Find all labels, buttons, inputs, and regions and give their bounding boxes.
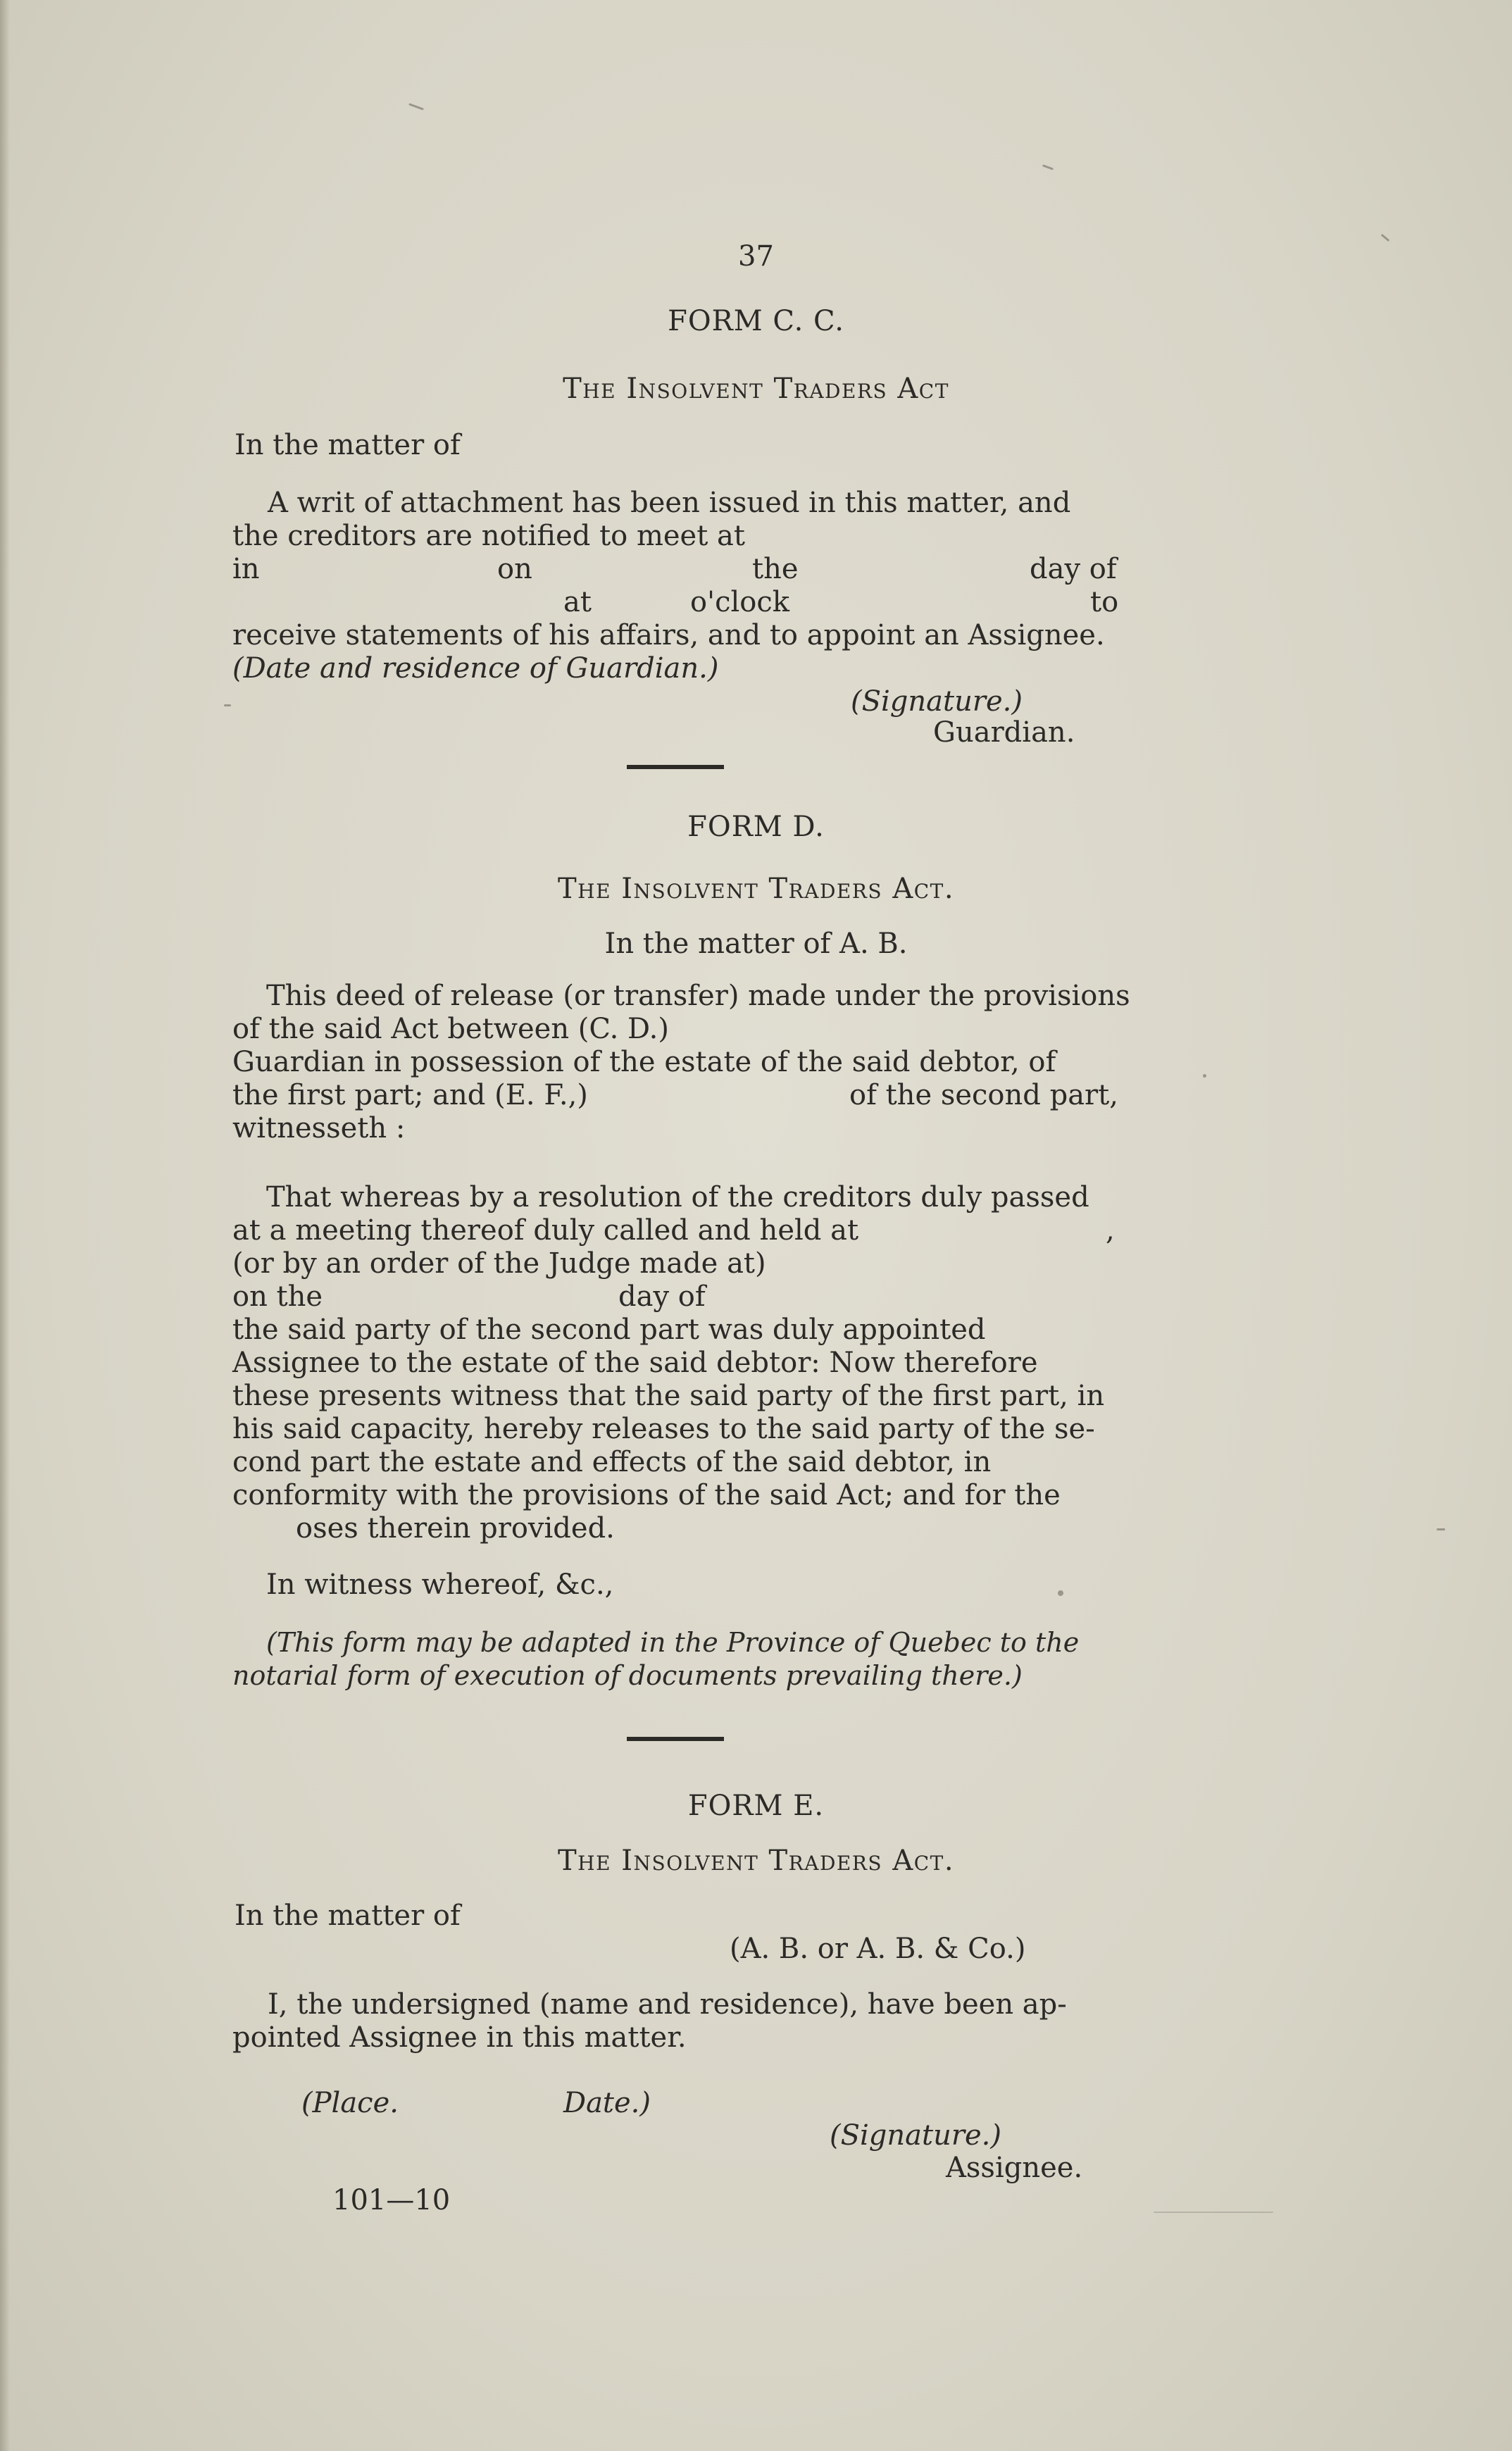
form-d-title: FORM D.	[687, 811, 825, 843]
form-d-act-title: The Insolvent Traders Act.	[557, 873, 955, 905]
form-d-body-line: Assignee to the estate of the said debtor: Now therefore	[232, 1347, 1038, 1379]
form-cc-title: FORM C. C.	[668, 305, 844, 337]
form-cc-signature: (Signature.)	[851, 685, 1023, 718]
form-d-body-line: ,	[1106, 1214, 1115, 1247]
signature-mark: 101—10	[332, 2184, 451, 2216]
form-cc-guardian: Guardian.	[933, 716, 1075, 749]
form-cc-writ-line: in	[232, 553, 260, 585]
form-e-body-line: I, the undersigned (name and residence), have been ap-	[268, 1988, 1067, 2021]
form-cc-writ-line: day of	[1030, 553, 1117, 585]
form-e-signature: (Signature.)	[830, 2119, 1001, 2152]
form-d-matter: In the matter of A. B.	[604, 928, 908, 960]
form-d-body-line: cond part the estate and effects of the said debtor, in	[232, 1446, 992, 1478]
section-divider	[627, 1737, 724, 1741]
paper-mark	[1042, 164, 1054, 170]
form-cc-matter: In the matter of	[235, 429, 461, 461]
section-divider	[627, 765, 724, 769]
page-number: 37	[738, 240, 774, 273]
form-cc-date-residence: (Date and residence of Guardian.)	[232, 652, 719, 685]
form-cc-writ-line: the creditors are notified to meet at	[232, 520, 745, 552]
form-d-body-line: on the	[232, 1280, 323, 1313]
form-d-deed-line: of the second part,	[849, 1079, 1118, 1111]
form-d-body-line: day of	[618, 1280, 706, 1313]
form-d-body-line: (or by an order of the Judge made at)	[232, 1247, 766, 1280]
form-cc-writ-line: A writ of attachment has been issued in this matter, and	[268, 487, 1071, 519]
form-e-act-title: The Insolvent Traders Act.	[557, 1845, 955, 1877]
form-e-title: FORM E.	[687, 1790, 825, 1822]
form-d-body-line: these presents witness that the said party of the first part, in	[232, 1380, 1105, 1412]
form-d-body-line: his said capacity, hereby releases to the said party of the se-	[232, 1413, 1095, 1445]
form-cc-act-title: The Insolvent Traders Act	[563, 373, 949, 405]
form-d-body-line: conformity with the provisions of the said Act; and for the	[232, 1479, 1061, 1511]
paper-mark	[1058, 1590, 1063, 1596]
form-d-deed-line: This deed of release (or transfer) made under the provisions	[266, 980, 1130, 1012]
form-d-deed-line: the first part; and (E. F.,)	[232, 1079, 588, 1111]
paper-mark	[1437, 1528, 1445, 1530]
paper-mark	[224, 704, 231, 706]
form-cc-writ-line: receive statements of his affairs, and to appoint an Assignee.	[232, 619, 1105, 651]
paper-mark	[1154, 2212, 1273, 2213]
paper-mark	[1203, 1074, 1206, 1078]
form-e-matter: In the matter of	[235, 1900, 461, 1932]
form-cc-writ-line: o'clock	[690, 586, 789, 618]
form-d-note-line: notarial form of execution of documents prevailing there.)	[232, 1660, 1023, 1691]
form-d-body-line: That whereas by a resolution of the creditors duly passed	[266, 1181, 1089, 1214]
form-e-assignee: Assignee.	[946, 2152, 1083, 2184]
form-d-body-line: at a meeting thereof duly called and held at	[232, 1214, 859, 1247]
form-cc-writ-line: to	[1090, 586, 1119, 618]
form-d-deed-line: of the said Act between (C. D.)	[232, 1013, 669, 1045]
form-cc-writ-line: at	[563, 586, 592, 618]
form-e-date: Date.)	[563, 2087, 651, 2119]
form-e-body-line: pointed Assignee in this matter.	[232, 2021, 687, 2054]
form-cc-writ-line: on	[497, 553, 532, 585]
form-d-body-line: oses therein provided.	[296, 1512, 615, 1545]
form-d-note-line: (This form may be adapted in the Province of Quebec to the	[266, 1627, 1080, 1658]
form-d-deed-line: Guardian in possession of the estate of the said debtor, of	[232, 1046, 1056, 1078]
form-d-witness: In witness whereof, &c.,	[266, 1568, 614, 1601]
paper-mark	[408, 103, 424, 110]
form-cc-writ-line: the	[752, 553, 799, 585]
form-e-place: (Place.	[301, 2087, 399, 2119]
form-e-party: (A. B. or A. B. & Co.)	[730, 1933, 1026, 1965]
form-d-body-line: the said party of the second part was duly appointed	[232, 1314, 986, 1346]
form-d-deed-line: witnesseth :	[232, 1112, 406, 1145]
